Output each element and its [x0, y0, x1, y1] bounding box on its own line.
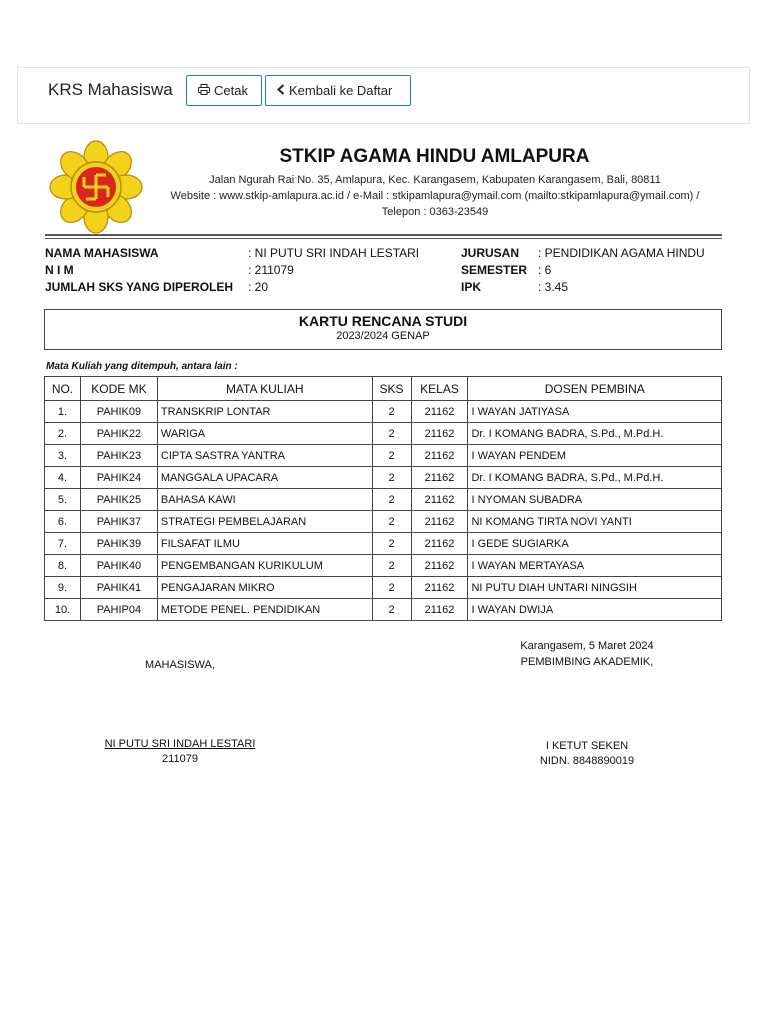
cell-sks: 2: [372, 401, 411, 423]
cell-sks: 2: [372, 489, 411, 511]
cell-dosen: I NYOMAN SUBADRA: [468, 489, 722, 511]
table-header-row: [45, 377, 722, 401]
semester-value: : 6: [538, 263, 552, 277]
cell-dosen: Dr. I KOMANG BADRA, S.Pd., M.Pd.H.: [468, 423, 722, 445]
cell-kode: PAHIP04: [80, 599, 157, 621]
table-row: [45, 423, 722, 445]
cell-dosen: I WAYAN PENDEM: [468, 445, 722, 467]
cell-kelas: 21162: [411, 489, 468, 511]
col-header-dosen: DOSEN PEMBINA: [468, 377, 722, 401]
col-header-no: NO.: [45, 377, 81, 401]
cell-kode: PAHIK22: [80, 423, 157, 445]
krs-title: KARTU RENCANA STUDI: [298, 313, 468, 329]
back-to-list-button[interactable]: [265, 75, 411, 106]
col-header-kelas: KELAS: [411, 377, 468, 401]
table-caption: Mata Kuliah yang ditempuh, antara lain :: [46, 361, 238, 372]
cell-dosen: I GEDE SUGIARKA: [468, 533, 722, 555]
cell-kode: PAHIK24: [80, 467, 157, 489]
place-date: Karangasem, 5 Maret 2024: [520, 640, 654, 652]
student-name-label: NAMA MAHASISWA: [45, 246, 159, 260]
cell-mata-kuliah: BAHASA KAWI: [157, 489, 372, 511]
cell-dosen: I WAYAN JATIYASA: [468, 401, 722, 423]
cell-mata-kuliah: WARIGA: [157, 423, 372, 445]
cell-kode: PAHIK37: [80, 511, 157, 533]
cell-mata-kuliah: CIPTA SASTRA YANTRA: [157, 445, 372, 467]
cell-sks: 2: [372, 555, 411, 577]
back-button-label: Kembali ke Daftar: [289, 83, 393, 98]
cell-dosen: NI KOMANG TIRTA NOVI YANTI: [468, 511, 722, 533]
cell-dosen: Dr. I KOMANG BADRA, S.Pd., M.Pd.H.: [468, 467, 722, 489]
ipk-value: : 3.45: [538, 280, 569, 294]
print-button-label: Cetak: [214, 83, 248, 98]
cell-kelas: 21162: [411, 511, 468, 533]
cell-kode: PAHIK25: [80, 489, 157, 511]
print-button[interactable]: [186, 75, 262, 106]
cell-sks: 2: [372, 577, 411, 599]
cell-kode: PAHIK40: [80, 555, 157, 577]
cell-kelas: 21162: [411, 423, 468, 445]
table-row: [45, 401, 722, 423]
cell-dosen: I WAYAN DWIJA: [468, 599, 722, 621]
table-row: [45, 533, 722, 555]
institution-website: Website : www.stkip-amlapura.ac.id / e-Mail : stkipamlapura@ymail.com (mailto:stkipamlapura@ymail.com) /: [170, 190, 700, 202]
col-header-sks: SKS: [372, 377, 411, 401]
cell-mata-kuliah: STRATEGI PEMBELAJARAN: [157, 511, 372, 533]
cell-dosen: I WAYAN MERTAYASA: [468, 555, 722, 577]
table-row: [45, 555, 722, 577]
toolbar: [17, 67, 750, 124]
student-signature-name: NI PUTU SRI INDAH LESTARI: [104, 738, 256, 750]
cell-mata-kuliah: PENGAJARAN MIKRO: [157, 577, 372, 599]
student-role: MAHASISWA,: [145, 659, 215, 671]
cell-kode: PAHIK39: [80, 533, 157, 555]
page-title: KRS Mahasiswa: [48, 80, 173, 99]
cell-kelas: 21162: [411, 555, 468, 577]
header-divider: [45, 234, 722, 236]
cell-mata-kuliah: MANGGALA UPACARA: [157, 467, 372, 489]
cell-sks: 2: [372, 467, 411, 489]
institution-phone: Telepon : 0363-23549: [381, 206, 489, 218]
cell-kelas: 21162: [411, 445, 468, 467]
table-row: [45, 467, 722, 489]
cell-no: 4.: [45, 467, 81, 489]
cell-kelas: 21162: [411, 533, 468, 555]
student-nim-value: : 211079: [248, 263, 294, 277]
cell-no: 7.: [45, 533, 81, 555]
advisor-signature-name: I KETUT SEKEN: [545, 740, 629, 752]
cell-no: 9.: [45, 577, 81, 599]
ipk-label: IPK: [461, 280, 482, 294]
table-row: [45, 511, 722, 533]
header-divider-thin: [45, 238, 722, 239]
cell-dosen: NI PUTU DIAH UNTARI NINGSIH: [468, 577, 722, 599]
cell-no: 8.: [45, 555, 81, 577]
jurusan-label: JURUSAN: [461, 246, 520, 260]
cell-kelas: 21162: [411, 577, 468, 599]
student-sks-label: JUMLAH SKS YANG DIPEROLEH: [45, 280, 234, 294]
advisor-role: PEMBIMBING AKADEMIK,: [520, 656, 654, 668]
cell-kelas: 21162: [411, 467, 468, 489]
cell-no: 5.: [45, 489, 81, 511]
table-row: [45, 577, 722, 599]
cell-no: 1.: [45, 401, 81, 423]
cell-sks: 2: [372, 511, 411, 533]
table-row: [45, 599, 722, 621]
table-row: [45, 489, 722, 511]
cell-kode: PAHIK09: [80, 401, 157, 423]
institution-name: STKIP AGAMA HINDU AMLAPURA: [279, 146, 590, 167]
cell-sks: 2: [372, 533, 411, 555]
chevron-left-icon: [277, 83, 285, 98]
cell-mata-kuliah: METODE PENEL. PENDIDIKAN: [157, 599, 372, 621]
cell-no: 6.: [45, 511, 81, 533]
cell-kode: PAHIK41: [80, 577, 157, 599]
semester-label: SEMESTER: [461, 263, 528, 277]
cell-mata-kuliah: PENGEMBANGAN KURIKULUM: [157, 555, 372, 577]
cell-sks: 2: [372, 445, 411, 467]
student-sks-value: : 20: [248, 280, 269, 294]
advisor-signature-nidn: NIDN. 8848890019: [539, 755, 635, 767]
jurusan-value: : PENDIDIKAN AGAMA HINDU: [538, 246, 705, 260]
course-table: [44, 376, 722, 621]
print-icon: [198, 83, 210, 98]
krs-period: 2023/2024 GENAP: [336, 330, 430, 342]
col-header-kode: KODE MK: [80, 377, 157, 401]
cell-no: 10.: [45, 599, 81, 621]
student-signature-nim: 211079: [162, 753, 198, 765]
cell-no: 3.: [45, 445, 81, 467]
student-name-value: : NI PUTU SRI INDAH LESTARI: [248, 246, 420, 260]
cell-no: 2.: [45, 423, 81, 445]
krs-title-box: [44, 309, 722, 350]
cell-kode: PAHIK23: [80, 445, 157, 467]
cell-sks: 2: [372, 599, 411, 621]
cell-mata-kuliah: TRANSKRIP LONTAR: [157, 401, 372, 423]
student-nim-label: N I M: [45, 263, 74, 277]
table-row: [45, 445, 722, 467]
cell-mata-kuliah: FILSAFAT ILMU: [157, 533, 372, 555]
cell-kelas: 21162: [411, 599, 468, 621]
institution-address: Jalan Ngurah Rai No. 35, Amlapura, Kec. Karangasem, Kabupaten Karangasem, Bali, 80811: [209, 174, 661, 186]
cell-sks: 2: [372, 423, 411, 445]
cell-kelas: 21162: [411, 401, 468, 423]
col-header-mata-kuliah: MATA KULIAH: [157, 377, 372, 401]
